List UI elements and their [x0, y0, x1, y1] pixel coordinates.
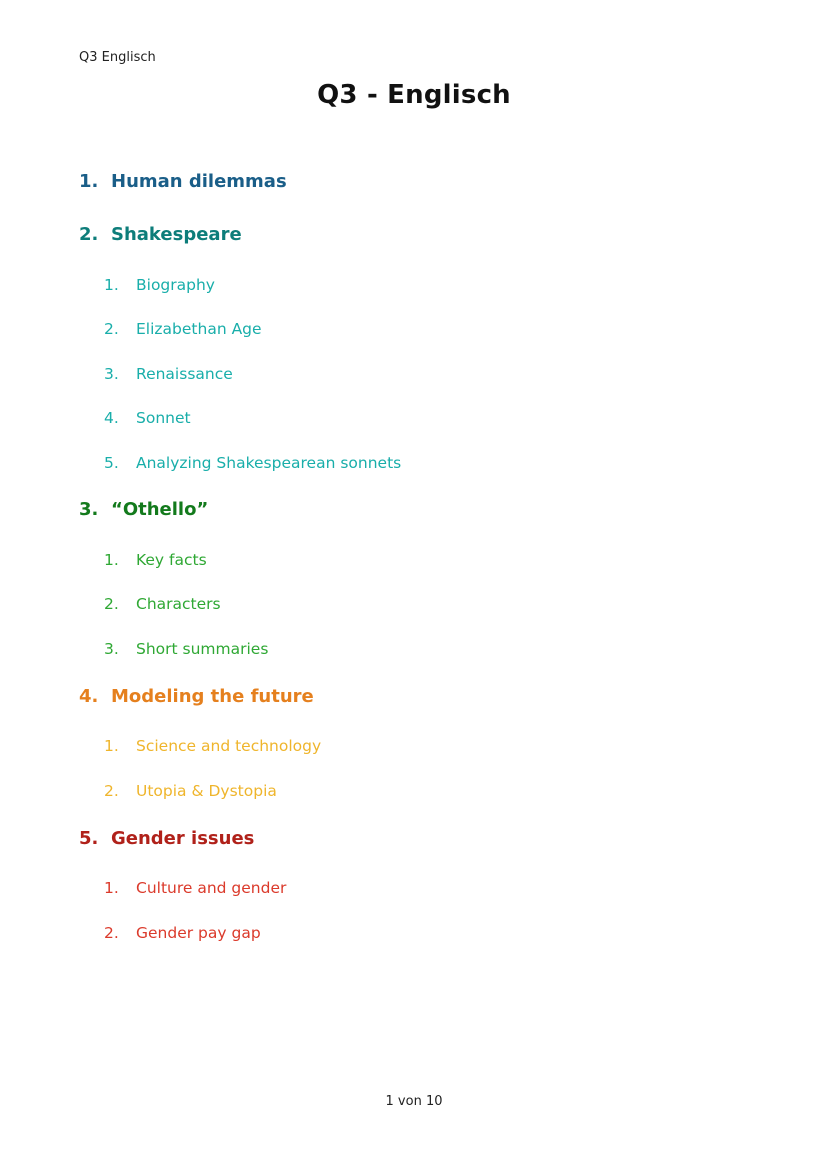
toc-subsection-label: Short summaries — [136, 640, 269, 658]
toc-subsection-label: Characters — [136, 595, 221, 613]
toc-subsection-label: Utopia & Dystopia — [136, 782, 277, 800]
toc-section-number: 5. — [79, 828, 99, 849]
toc-section — [79, 828, 254, 849]
toc-subsection-number: 5. — [104, 454, 119, 472]
toc-section-label: “Othello” — [111, 499, 209, 520]
toc-section-label: Human dilemmas — [111, 171, 287, 192]
toc-section — [79, 224, 242, 245]
toc-subsection-number: 1. — [104, 551, 119, 569]
document-title: Q3 - Englisch — [317, 80, 511, 110]
toc-subsection — [104, 782, 277, 800]
toc-subsection-label: Elizabethan Age — [136, 320, 262, 338]
running-header: Q3 Englisch — [79, 50, 156, 65]
toc-section-label: Modeling the future — [111, 686, 314, 707]
toc-section-label: Gender issues — [111, 828, 255, 849]
toc-section-label: Shakespeare — [111, 224, 242, 245]
toc-subsection-number: 3. — [104, 365, 119, 383]
toc-subsection-label: Analyzing Shakespearean sonnets — [136, 454, 402, 472]
toc-subsection-label: Key facts — [136, 551, 207, 569]
toc-subsection-number: 1. — [104, 879, 119, 897]
toc-subsection-number: 4. — [104, 409, 119, 427]
toc-subsection — [104, 454, 401, 472]
toc-subsection — [104, 595, 221, 613]
toc-subsection — [104, 879, 286, 897]
toc-subsection-label: Gender pay gap — [136, 924, 261, 942]
toc-section — [79, 171, 287, 192]
toc-subsection — [104, 320, 262, 338]
toc-subsection — [104, 276, 215, 294]
toc-subsection-label: Science and technology — [136, 737, 322, 755]
toc-section-number: 3. — [79, 499, 99, 520]
toc-subsection — [104, 924, 261, 942]
toc-subsection-number: 2. — [104, 320, 119, 338]
toc-subsection-number: 1. — [104, 737, 119, 755]
toc-subsection — [104, 409, 191, 427]
toc-subsection-number: 2. — [104, 595, 119, 613]
toc-subsection — [104, 365, 233, 383]
toc-section — [79, 686, 314, 707]
toc-subsection-label: Culture and gender — [136, 879, 287, 897]
toc-section-number: 2. — [79, 224, 99, 245]
toc-subsection-label: Sonnet — [136, 409, 191, 427]
toc-subsection-label: Renaissance — [136, 365, 233, 383]
toc-subsection-number: 2. — [104, 782, 119, 800]
toc-subsection-number: 3. — [104, 640, 119, 658]
toc-subsection — [104, 640, 268, 658]
toc-subsection — [104, 737, 321, 755]
page-number: 1 von 10 — [385, 1094, 443, 1109]
toc-subsection-number: 1. — [104, 276, 119, 294]
toc-subsection — [104, 551, 207, 569]
toc-section-number: 4. — [79, 686, 99, 707]
toc-section-number: 1. — [79, 171, 99, 192]
toc-subsection-number: 2. — [104, 924, 119, 942]
toc-section — [79, 499, 208, 520]
toc-subsection-label: Biography — [136, 276, 215, 294]
